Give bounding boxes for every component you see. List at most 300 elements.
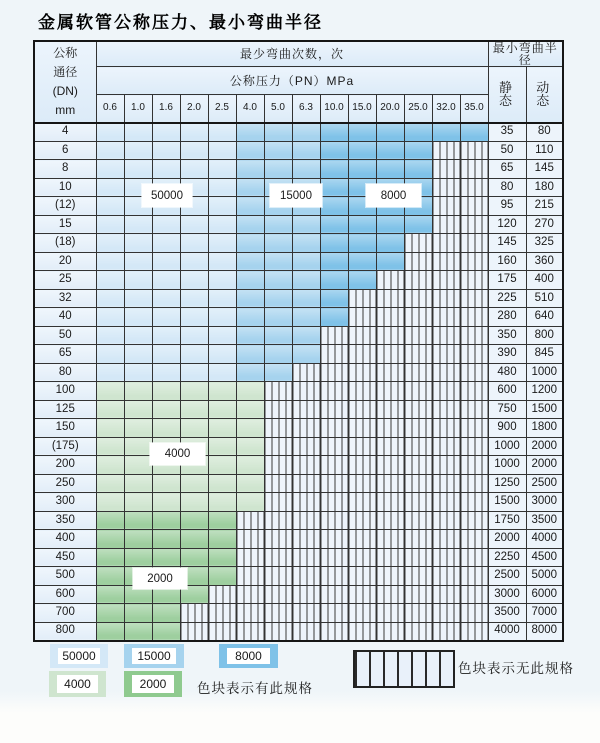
unavailable-spec-cell <box>460 345 488 364</box>
unavailable-spec-cell <box>292 511 320 530</box>
available-spec-cell <box>180 234 208 253</box>
unavailable-spec-cell <box>264 585 292 604</box>
available-spec-cell <box>292 308 320 327</box>
unavailable-spec-cell <box>348 382 376 401</box>
unavailable-spec-cell <box>404 363 432 382</box>
unavailable-spec-cell <box>264 400 292 419</box>
available-spec-cell <box>404 215 432 234</box>
cycles-label-2000: 2000 <box>133 568 187 589</box>
unavailable-spec-cell <box>460 400 488 419</box>
available-spec-cell <box>152 234 180 253</box>
unavailable-spec-cell <box>460 585 488 604</box>
available-spec-cell <box>208 400 236 419</box>
available-spec-cell <box>376 215 404 234</box>
available-spec-cell <box>124 345 152 364</box>
unavailable-spec-cell <box>432 363 460 382</box>
table-row <box>34 511 563 530</box>
table-row <box>34 585 563 604</box>
available-spec-cell <box>152 474 180 493</box>
available-spec-cell <box>152 215 180 234</box>
table-row <box>34 548 563 567</box>
available-spec-cell <box>152 326 180 345</box>
unavailable-spec-cell <box>320 363 348 382</box>
unavailable-spec-cell <box>264 419 292 438</box>
table-row <box>34 308 563 327</box>
available-spec-cell <box>236 363 264 382</box>
static-radius-value: 160 <box>488 252 526 271</box>
dn-header-line: 公称 <box>53 45 78 60</box>
unavailable-spec-cell <box>404 419 432 438</box>
dynamic-radius-value: 270 <box>526 215 563 234</box>
unavailable-spec-cell <box>432 215 460 234</box>
dn-value: 450 <box>34 548 96 567</box>
dynamic-radius-value: 2000 <box>526 456 563 475</box>
available-spec-cell <box>236 382 264 401</box>
unavailable-spec-cell <box>376 419 404 438</box>
unavailable-spec-cell <box>404 548 432 567</box>
available-spec-cell <box>376 123 404 142</box>
available-spec-cell <box>152 141 180 160</box>
unavailable-spec-cell <box>404 493 432 512</box>
unavailable-spec-cell <box>348 548 376 567</box>
available-spec-cell <box>152 271 180 290</box>
unavailable-spec-cell <box>376 567 404 586</box>
available-spec-cell <box>208 419 236 438</box>
dn-value: 125 <box>34 400 96 419</box>
dn-value: 800 <box>34 622 96 641</box>
unavailable-spec-cell <box>432 511 460 530</box>
dn-header-line: 通径 <box>53 64 78 79</box>
unavailable-spec-cell <box>376 345 404 364</box>
dynamic-radius-value: 360 <box>526 252 563 271</box>
unavailable-spec-cell <box>460 382 488 401</box>
available-spec-cell <box>320 197 348 216</box>
table-row <box>34 252 563 271</box>
unavailable-spec-cell <box>348 326 376 345</box>
legend-swatch-15000 <box>124 644 184 668</box>
unavailable-spec-cell <box>292 456 320 475</box>
table-row <box>34 345 563 364</box>
available-spec-cell <box>236 400 264 419</box>
available-spec-cell <box>152 123 180 142</box>
available-spec-cell <box>320 160 348 179</box>
unavailable-spec-cell <box>404 308 432 327</box>
unavailable-spec-cell <box>460 197 488 216</box>
available-spec-cell <box>208 141 236 160</box>
unavailable-spec-cell <box>320 400 348 419</box>
dynamic-radius-value: 1000 <box>526 363 563 382</box>
dn-header-line: (DN) <box>52 83 78 98</box>
available-spec-cell <box>152 345 180 364</box>
table-row <box>34 141 563 160</box>
unavailable-spec-cell <box>404 382 432 401</box>
static-radius-value: 2250 <box>488 548 526 567</box>
available-spec-cell <box>208 234 236 253</box>
available-spec-cell <box>208 345 236 364</box>
dn-value: 80 <box>34 363 96 382</box>
legend-swatch-8000 <box>219 644 278 668</box>
available-spec-cell <box>124 215 152 234</box>
available-spec-cell <box>96 474 124 493</box>
unavailable-spec-cell <box>404 604 432 623</box>
dynamic-radius-value: 400 <box>526 271 563 290</box>
unavailable-spec-cell <box>460 530 488 549</box>
available-spec-cell <box>180 530 208 549</box>
cycles-label-4000: 4000 <box>150 443 205 465</box>
available-spec-cell <box>208 160 236 179</box>
unavailable-spec-cell <box>432 567 460 586</box>
unavailable-spec-cell <box>376 363 404 382</box>
unavailable-spec-cell <box>264 548 292 567</box>
static-radius-value: 3000 <box>488 585 526 604</box>
available-spec-cell <box>124 419 152 438</box>
table-row <box>34 493 563 512</box>
available-spec-cell <box>292 234 320 253</box>
available-spec-cell <box>236 178 264 197</box>
available-spec-cell <box>96 530 124 549</box>
available-spec-cell <box>348 234 376 253</box>
available-spec-cell <box>236 234 264 253</box>
available-spec-cell <box>124 474 152 493</box>
unavailable-spec-cell <box>320 382 348 401</box>
available-spec-cell <box>96 567 124 586</box>
unavailable-spec-cell <box>460 604 488 623</box>
table-row <box>34 123 563 142</box>
unavailable-spec-cell <box>376 585 404 604</box>
dn-value: 32 <box>34 289 96 308</box>
available-spec-cell <box>96 437 124 456</box>
dn-value: 20 <box>34 252 96 271</box>
available-spec-cell <box>124 123 152 142</box>
unavailable-spec-cell <box>320 530 348 549</box>
available-spec-cell <box>96 289 124 308</box>
available-spec-cell <box>180 252 208 271</box>
available-spec-cell <box>96 456 124 475</box>
available-spec-cell <box>348 160 376 179</box>
dynamic-radius-value: 2000 <box>526 437 563 456</box>
unavailable-spec-cell <box>460 160 488 179</box>
available-spec-cell <box>124 530 152 549</box>
available-spec-cell <box>292 345 320 364</box>
unavailable-spec-cell <box>320 567 348 586</box>
pressure-column-header: 0.6 <box>96 95 124 123</box>
dn-value: 40 <box>34 308 96 327</box>
dn-value: 200 <box>34 456 96 475</box>
available-spec-cell <box>292 215 320 234</box>
pressure-column-header: 1.0 <box>124 95 152 123</box>
unavailable-spec-cell <box>320 326 348 345</box>
dn-value: 500 <box>34 567 96 586</box>
table-row <box>34 400 563 419</box>
available-spec-cell <box>460 123 488 142</box>
unavailable-spec-cell <box>320 585 348 604</box>
available-spec-cell <box>376 234 404 253</box>
unavailable-spec-cell <box>348 585 376 604</box>
unavailable-spec-cell <box>236 511 264 530</box>
unavailable-spec-cell <box>320 493 348 512</box>
legend-swatch-label: 8000 <box>227 648 270 664</box>
unavailable-spec-cell <box>432 326 460 345</box>
available-spec-cell <box>208 493 236 512</box>
available-spec-cell <box>124 493 152 512</box>
dynamic-radius-value: 110 <box>526 141 563 160</box>
available-spec-cell <box>264 234 292 253</box>
unavailable-spec-cell <box>292 530 320 549</box>
unavailable-spec-cell <box>348 530 376 549</box>
unavailable-spec-cell <box>460 308 488 327</box>
pressure-column-header: 6.3 <box>292 95 320 123</box>
unavailable-spec-cell <box>292 363 320 382</box>
static-radius-value: 4000 <box>488 622 526 641</box>
unavailable-spec-cell <box>432 308 460 327</box>
unavailable-spec-cell <box>432 419 460 438</box>
available-spec-cell <box>404 141 432 160</box>
unavailable-spec-cell <box>432 160 460 179</box>
available-spec-cell <box>124 271 152 290</box>
available-spec-cell <box>264 271 292 290</box>
available-spec-cell <box>96 141 124 160</box>
page-title: 金属软管公称压力、最小弯曲半径 <box>38 13 323 33</box>
available-spec-cell <box>292 271 320 290</box>
dynamic-radius-value: 4500 <box>526 548 563 567</box>
available-spec-cell <box>180 326 208 345</box>
unavailable-spec-cell <box>264 511 292 530</box>
available-spec-cell <box>180 215 208 234</box>
available-spec-cell <box>264 363 292 382</box>
table-row <box>34 363 563 382</box>
static-radius-value: 50 <box>488 141 526 160</box>
dynamic-radius-value: 6000 <box>526 585 563 604</box>
available-spec-cell <box>124 511 152 530</box>
unavailable-spec-cell <box>348 363 376 382</box>
unavailable-spec-cell <box>320 604 348 623</box>
available-spec-cell <box>404 123 432 142</box>
unavailable-spec-cell <box>432 271 460 290</box>
unavailable-spec-cell <box>460 141 488 160</box>
table-row <box>34 474 563 493</box>
available-spec-cell <box>208 363 236 382</box>
unavailable-spec-cell <box>432 234 460 253</box>
static-radius-value: 65 <box>488 160 526 179</box>
unavailable-spec-cell <box>236 567 264 586</box>
cycles-label-50000: 50000 <box>142 184 192 207</box>
unavailable-spec-cell <box>264 567 292 586</box>
available-spec-cell <box>236 160 264 179</box>
available-spec-cell <box>180 419 208 438</box>
dynamic-radius-value: 800 <box>526 326 563 345</box>
available-spec-cell <box>208 252 236 271</box>
legend-swatch-label: 50000 <box>58 648 100 664</box>
unavailable-spec-cell <box>460 363 488 382</box>
dynamic-radius-value: 145 <box>526 160 563 179</box>
unavailable-spec-cell <box>376 530 404 549</box>
unavailable-spec-cell <box>460 234 488 253</box>
dynamic-radius-value: 3500 <box>526 511 563 530</box>
available-spec-cell <box>152 382 180 401</box>
available-spec-cell <box>180 382 208 401</box>
available-spec-cell <box>320 308 348 327</box>
available-spec-cell <box>292 123 320 142</box>
available-spec-cell <box>124 141 152 160</box>
unavailable-spec-cell <box>404 474 432 493</box>
static-radius-value: 350 <box>488 326 526 345</box>
table-row <box>34 326 563 345</box>
unavailable-spec-cell <box>460 437 488 456</box>
table-row <box>34 289 563 308</box>
available-spec-cell <box>320 123 348 142</box>
available-spec-cell <box>96 215 124 234</box>
dn-value: 8 <box>34 160 96 179</box>
available-spec-cell <box>124 400 152 419</box>
available-spec-cell <box>404 160 432 179</box>
unavailable-spec-cell <box>376 493 404 512</box>
available-spec-cell <box>264 123 292 142</box>
available-spec-cell <box>236 308 264 327</box>
static-radius-value: 280 <box>488 308 526 327</box>
legend-swatch-2000 <box>124 671 182 697</box>
available-spec-cell <box>96 123 124 142</box>
unavailable-spec-cell <box>264 530 292 549</box>
unavailable-spec-cell <box>236 604 264 623</box>
unavailable-spec-cell <box>460 178 488 197</box>
table-row <box>34 437 563 456</box>
unavailable-spec-cell <box>376 289 404 308</box>
unavailable-spec-cell <box>320 456 348 475</box>
static-radius-value: 80 <box>488 178 526 197</box>
unavailable-spec-cell <box>320 437 348 456</box>
unavailable-spec-cell <box>432 141 460 160</box>
pressure-column-header: 4.0 <box>236 95 264 123</box>
dn-value: 150 <box>34 419 96 438</box>
dn-value: 700 <box>34 604 96 623</box>
available-spec-cell <box>320 141 348 160</box>
available-spec-cell <box>180 123 208 142</box>
unavailable-spec-cell <box>460 474 488 493</box>
legend-swatch-50000 <box>50 644 108 668</box>
available-spec-cell <box>236 197 264 216</box>
unavailable-spec-cell <box>348 437 376 456</box>
unavailable-spec-cell <box>460 567 488 586</box>
pressure-column-header: 15.0 <box>348 95 376 123</box>
table-row <box>34 382 563 401</box>
available-spec-cell <box>376 252 404 271</box>
available-spec-cell <box>96 308 124 327</box>
unavailable-spec-cell <box>376 437 404 456</box>
dynamic-radius-value: 7000 <box>526 604 563 623</box>
pressure-column-header: 1.6 <box>152 95 180 123</box>
available-spec-cell <box>264 141 292 160</box>
static-radius-value: 95 <box>488 197 526 216</box>
available-spec-cell <box>208 271 236 290</box>
legend-unavailable-label: 色块表示无此规格 <box>458 661 574 676</box>
dynamic-radius-value: 640 <box>526 308 563 327</box>
available-spec-cell <box>180 548 208 567</box>
available-spec-cell <box>180 141 208 160</box>
static-radius-value: 3500 <box>488 604 526 623</box>
unavailable-spec-cell <box>432 382 460 401</box>
available-spec-cell <box>208 567 236 586</box>
available-spec-cell <box>236 474 264 493</box>
unavailable-spec-cell <box>404 456 432 475</box>
available-spec-cell <box>236 123 264 142</box>
dynamic-radius-value: 1200 <box>526 382 563 401</box>
available-spec-cell <box>96 400 124 419</box>
static-radius-value: 120 <box>488 215 526 234</box>
unavailable-spec-cell <box>348 345 376 364</box>
available-spec-cell <box>264 326 292 345</box>
available-spec-cell <box>236 419 264 438</box>
table-row <box>34 530 563 549</box>
available-spec-cell <box>96 326 124 345</box>
unavailable-spec-cell <box>432 474 460 493</box>
available-spec-cell <box>180 363 208 382</box>
available-spec-cell <box>208 530 236 549</box>
table-row <box>34 215 563 234</box>
unavailable-spec-cell <box>264 604 292 623</box>
unavailable-spec-cell <box>348 604 376 623</box>
table-row <box>34 419 563 438</box>
static-radius-value: 1250 <box>488 474 526 493</box>
available-spec-cell <box>236 289 264 308</box>
available-spec-cell <box>264 160 292 179</box>
dn-value: (12) <box>34 197 96 216</box>
available-spec-cell <box>124 308 152 327</box>
unavailable-spec-cell <box>180 604 208 623</box>
available-spec-cell <box>96 585 124 604</box>
available-spec-cell <box>96 548 124 567</box>
unavailable-spec-cell <box>376 308 404 327</box>
available-spec-cell <box>180 511 208 530</box>
unavailable-spec-cell <box>236 548 264 567</box>
unavailable-spec-cell <box>348 493 376 512</box>
dn-value: 6 <box>34 141 96 160</box>
available-spec-cell <box>236 437 264 456</box>
pressure-column-header: 2.0 <box>180 95 208 123</box>
available-spec-cell <box>124 252 152 271</box>
legend-swatch-label: 15000 <box>132 648 176 664</box>
available-spec-cell <box>124 289 152 308</box>
available-spec-cell <box>180 308 208 327</box>
dn-value: 400 <box>34 530 96 549</box>
min-bend-radius-header: 最小弯曲半径 <box>488 41 563 67</box>
available-spec-cell <box>96 178 124 197</box>
available-spec-cell <box>292 289 320 308</box>
dynamic-radius-value: 8000 <box>526 622 563 641</box>
available-spec-cell <box>208 178 236 197</box>
unavailable-spec-cell <box>404 585 432 604</box>
available-spec-cell <box>264 308 292 327</box>
available-spec-cell <box>236 215 264 234</box>
unavailable-spec-cell <box>264 437 292 456</box>
legend-hatch-swatch <box>353 650 455 688</box>
available-spec-cell <box>292 252 320 271</box>
available-spec-cell <box>292 326 320 345</box>
unavailable-spec-cell <box>292 474 320 493</box>
unavailable-spec-cell <box>348 567 376 586</box>
available-spec-cell <box>96 252 124 271</box>
unavailable-spec-cell <box>432 345 460 364</box>
available-spec-cell <box>376 160 404 179</box>
available-spec-cell <box>152 400 180 419</box>
unavailable-spec-cell <box>432 289 460 308</box>
unavailable-spec-cell <box>376 511 404 530</box>
available-spec-cell <box>320 271 348 290</box>
dn-value: 15 <box>34 215 96 234</box>
available-spec-cell <box>152 493 180 512</box>
available-spec-cell <box>124 548 152 567</box>
unavailable-spec-cell <box>320 548 348 567</box>
table-row <box>34 604 563 623</box>
